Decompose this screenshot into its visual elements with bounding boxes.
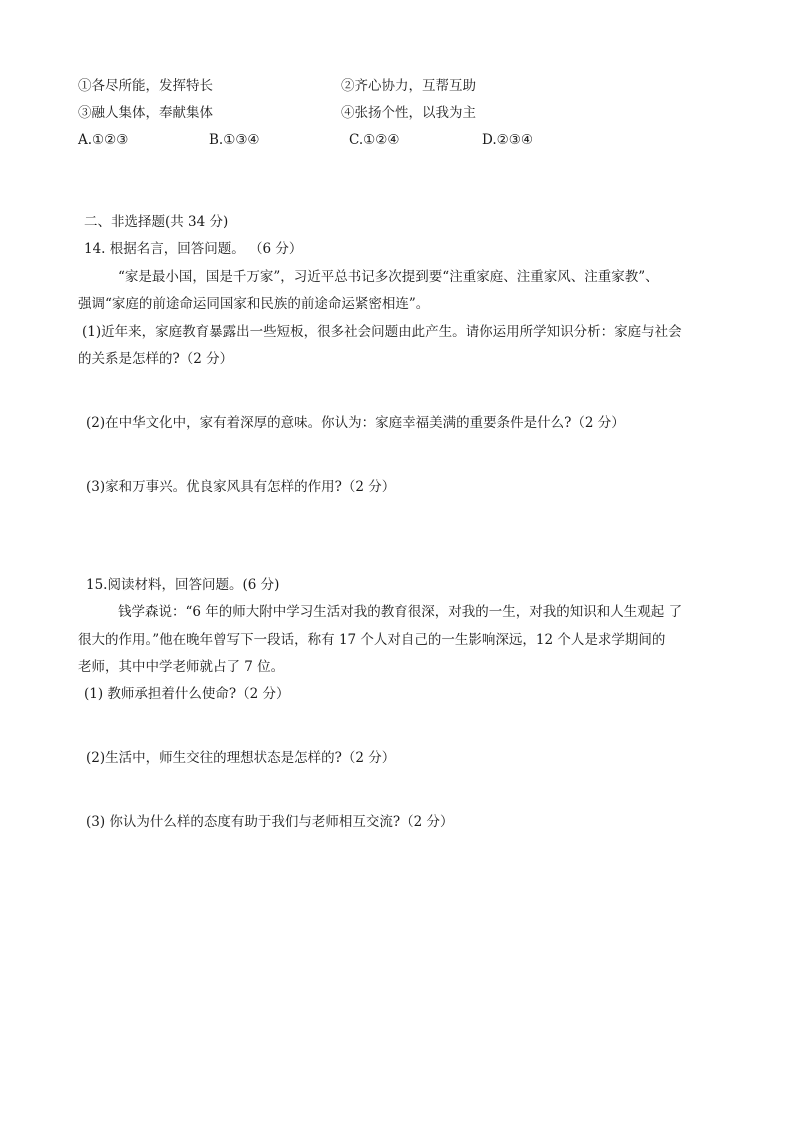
q13-option-a: A.①②③ — [78, 132, 129, 148]
q14-material-line-1: “家是最小国，国是千万家”，习近平总书记多次提到要“注重家庭、注重家风、注重家教”、 — [118, 269, 659, 285]
q14-sub2: (2)在中华文化中，家有着深厚的意味。你认为：家庭幸福美满的重要条件是什么?（2 分） — [86, 415, 625, 431]
q13-item-1: ①各尽所能，发挥特长 — [78, 78, 213, 94]
q15-material-line-2: 很大的作用。”他在晚年曾写下一段话，称有 17 个人对自己的一生影响深远，12 个人是求学期间的 — [78, 632, 666, 648]
q14-material-line-2: 强调“家庭的前途命运同国家和民族的前途命运紧密相连”。 — [78, 296, 430, 312]
q15-sub1: (1) 教师承担着什么使命?（2 分） — [84, 686, 290, 702]
q13-option-d: D.②③④ — [482, 132, 533, 148]
q15-sub2: (2)生活中，师生交往的理想状态是怎样的?（2 分） — [86, 750, 396, 766]
q13-item-2: ②齐心协力，互帮互助 — [341, 78, 476, 94]
q13-item-3: ③融人集体，奉献集体 — [78, 105, 213, 121]
q14-title: 14. 根据名言，回答问题。 （6 分） — [84, 241, 303, 257]
q15-material-line-1: 钱学森说：“6 年的师大附中学习生活对我的教育很深，对我的一生，对我的知识和人生观起 了 — [118, 604, 683, 620]
q14-sub3: (3)家和万事兴。优良家风具有怎样的作用?（2 分） — [86, 479, 396, 495]
q14-sub1-line-1: (1)近年来，家庭教育暴露出一些短板，很多社会问题由此产生。请你运用所学知识分析：家庭与社会 — [82, 324, 682, 340]
q13-option-b: B.①③④ — [209, 132, 260, 148]
q14-sub1-line-2: 的关系是怎样的?（2 分） — [78, 351, 234, 367]
q13-item-4: ④张扬个性，以我为主 — [341, 105, 476, 121]
q15-material-line-3: 老师，其中中学老师就占了 7 位。 — [78, 659, 285, 675]
section-heading: 二、非选择题(共 34 分) — [84, 214, 229, 230]
q15-sub3: (3) 你认为什么样的态度有助于我们与老师相互交流?（2 分） — [86, 814, 454, 830]
q15-title: 15.阅读材料，回答问题。(6 分) — [86, 577, 280, 593]
q13-option-c: C.①②④ — [349, 132, 400, 148]
